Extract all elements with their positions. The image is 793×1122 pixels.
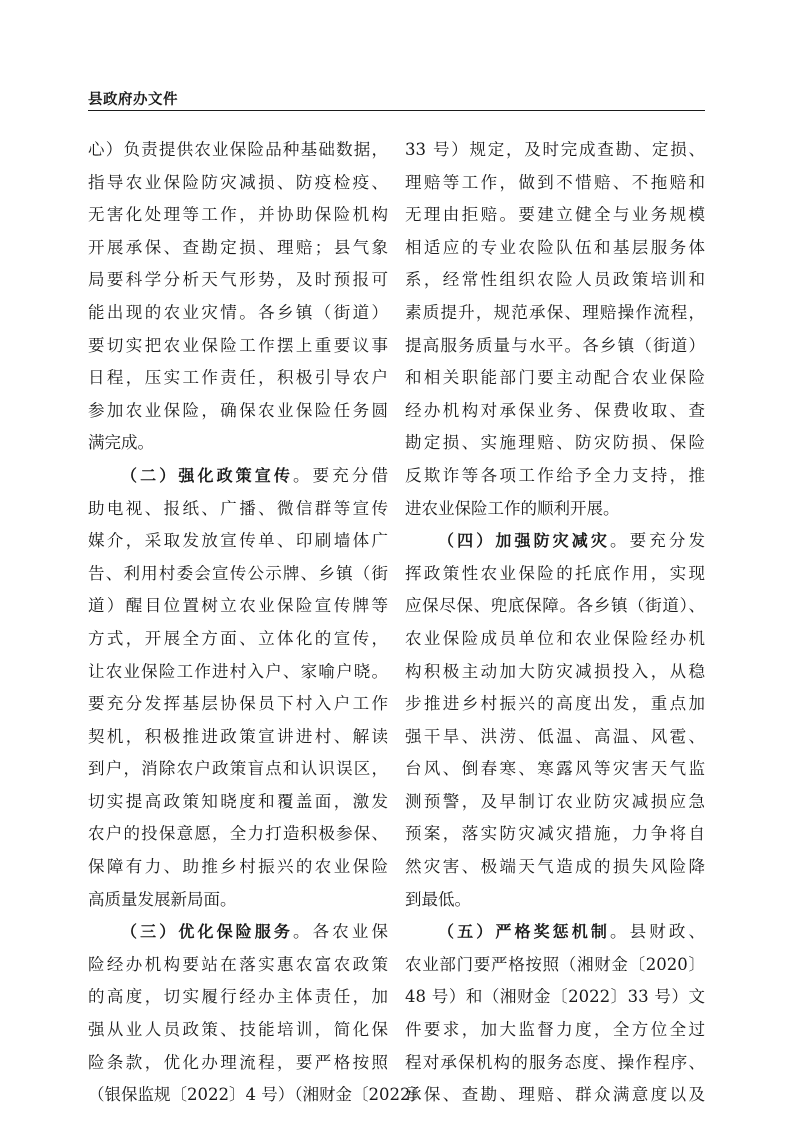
text-line bbox=[405, 753, 705, 786]
text-line bbox=[88, 884, 388, 917]
text-line bbox=[405, 1014, 705, 1047]
line-text: 切实提高政策知晓度和覆盖面，激发 bbox=[88, 791, 388, 811]
line-text: 。要充分发 bbox=[610, 531, 705, 551]
line-text: 构积极主动加大防灾减损投入，从稳 bbox=[405, 661, 705, 681]
text-line bbox=[88, 1047, 388, 1080]
line-text: 高质量发展新局面。 bbox=[88, 889, 237, 909]
text-line bbox=[88, 427, 388, 460]
line-text: 开展承保、查勘定损、理赔；县气象 bbox=[88, 237, 388, 257]
line-text: 预案，落实防灾减灾措施，力争将自 bbox=[405, 824, 705, 844]
text-line bbox=[88, 460, 388, 493]
line-text: 挥政策性农业保险的托底作用，实现 bbox=[405, 563, 705, 583]
text-line bbox=[88, 623, 388, 656]
text-line bbox=[88, 199, 388, 232]
section-heading: （二）强化政策宣传 bbox=[121, 465, 294, 485]
text-line bbox=[88, 818, 388, 851]
text-line bbox=[88, 1079, 427, 1112]
line-text: （银保监规〔2022〕4 号）（湘财金〔2022〕 bbox=[88, 1085, 427, 1105]
text-line bbox=[405, 525, 705, 558]
line-text: 承保、查勘、理赔、群众满意度以及 bbox=[405, 1085, 705, 1105]
line-text: 33 号）规定，及时完成查勘、定损、 bbox=[405, 140, 705, 159]
text-line bbox=[405, 395, 705, 428]
text-line bbox=[405, 297, 705, 330]
line-text: 系，经常性组织农险人员政策培训和 bbox=[405, 270, 705, 290]
text-line bbox=[405, 167, 705, 200]
line-text: 指导农业保险防灾减损、防疫检疫、 bbox=[88, 172, 388, 192]
text-line bbox=[88, 330, 388, 363]
text-line bbox=[88, 688, 388, 721]
line-text: 告、利用村委会宣传公示牌、乡镇（街 bbox=[88, 563, 388, 583]
line-text: 台风、倒春寒、寒露风等灾害天气监 bbox=[405, 759, 705, 779]
text-line bbox=[405, 232, 705, 265]
text-line bbox=[88, 134, 388, 167]
line-text: 到户，消除农户政策盲点和认识误区， bbox=[88, 759, 388, 779]
line-text: 强从业人员政策、技能培训，简化保 bbox=[88, 1020, 388, 1040]
text-line bbox=[405, 949, 705, 982]
line-text: 48 号）和（湘财金〔2022〕33 号）文 bbox=[405, 987, 705, 1007]
line-text: 强干旱、洪涝、低温、高温、风雹、 bbox=[405, 726, 705, 746]
text-line bbox=[405, 330, 705, 363]
line-text: 勘定损、实施理赔、防灾防损、保险 bbox=[405, 433, 705, 453]
line-text: 反欺诈等各项工作给予全力支持，推 bbox=[405, 465, 705, 485]
section-heading: （三）优化保险服务 bbox=[121, 922, 294, 942]
text-line bbox=[405, 427, 705, 460]
text-line bbox=[405, 818, 705, 851]
text-line bbox=[88, 493, 388, 526]
line-text: 无理由拒赔。要建立健全与业务规模 bbox=[405, 205, 705, 225]
text-line bbox=[405, 199, 705, 232]
text-line bbox=[88, 232, 388, 265]
line-text: 媒介，采取发放宣传单、印刷墙体广 bbox=[88, 531, 388, 551]
text-line bbox=[405, 264, 705, 297]
line-text: 满完成。 bbox=[88, 433, 154, 453]
line-text: 局要科学分析天气形势，及时预报可 bbox=[88, 270, 388, 290]
text-line bbox=[88, 786, 388, 819]
line-text: 契机，积极推进政策宣讲进村、解读 bbox=[88, 726, 388, 746]
text-line bbox=[405, 851, 705, 884]
text-line bbox=[88, 656, 388, 689]
line-text: 要切实把农业保险工作摆上重要议事 bbox=[88, 335, 388, 355]
line-text: 能出现的农业灾情。各乡镇（街道） bbox=[88, 302, 388, 322]
line-text: 。各农业保 bbox=[293, 922, 388, 942]
text-line bbox=[88, 264, 388, 297]
line-text: 日程，压实工作责任，积极引导农户 bbox=[88, 368, 388, 388]
line-text: 相适应的专业农险队伍和基层服务体 bbox=[405, 237, 705, 257]
section-heading: （四）加强防灾减灾 bbox=[438, 531, 611, 551]
text-line bbox=[405, 558, 705, 591]
line-text: 程对承保机构的服务态度、操作程序、 bbox=[405, 1052, 705, 1072]
line-text: 助电视、报纸、广播、微信群等宣传 bbox=[88, 498, 388, 518]
text-line bbox=[405, 884, 705, 917]
text-line bbox=[88, 167, 388, 200]
text-line bbox=[405, 1047, 705, 1080]
text-line bbox=[405, 623, 705, 656]
line-text: 农业部门要严格按照（湘财金〔2020〕 bbox=[405, 954, 705, 974]
line-text: 道）醒目位置树立农业保险宣传牌等 bbox=[88, 596, 388, 616]
text-line bbox=[88, 362, 388, 395]
line-text: 的高度，切实履行经办主体责任，加 bbox=[88, 987, 388, 1007]
text-line bbox=[88, 558, 388, 591]
line-text: 险经办机构要站在落实惠农富农政策 bbox=[88, 954, 388, 974]
line-text: 保障有力、助推乡村振兴的农业保险 bbox=[88, 857, 388, 877]
left-text-column bbox=[88, 134, 427, 1112]
line-text: 要充分发挥基层协保员下村入户工作 bbox=[88, 694, 388, 714]
line-text: 让农业保险工作进村入户、家喻户晓。 bbox=[88, 661, 388, 681]
text-line bbox=[88, 753, 388, 786]
text-line bbox=[405, 1079, 705, 1112]
line-text: 件要求，加大监督力度，全方位全过 bbox=[405, 1020, 705, 1040]
text-line bbox=[88, 851, 388, 884]
text-line bbox=[88, 395, 388, 428]
text-line bbox=[405, 460, 705, 493]
text-line bbox=[405, 362, 705, 395]
text-line bbox=[88, 1014, 388, 1047]
page-header bbox=[88, 88, 705, 111]
text-line bbox=[88, 297, 388, 330]
text-line bbox=[88, 916, 388, 949]
line-text: 。县财政、 bbox=[610, 922, 705, 942]
text-line bbox=[405, 916, 705, 949]
text-line bbox=[405, 590, 705, 623]
line-text: 步推进乡村振兴的高度出发，重点加 bbox=[405, 694, 705, 714]
header-title: 县政府办文件 bbox=[88, 92, 178, 108]
text-line bbox=[405, 981, 705, 1014]
text-line bbox=[405, 688, 705, 721]
line-text: 参加农业保险，确保农业保险任务圆 bbox=[88, 400, 388, 420]
line-text: 然灾害、极端天气造成的损失风险降 bbox=[405, 857, 705, 877]
line-text: 素质提升，规范承保、理赔操作流程， bbox=[405, 302, 705, 322]
text-line bbox=[405, 493, 705, 526]
text-line bbox=[405, 721, 705, 754]
line-text: 进农业保险工作的顺利开展。 bbox=[405, 498, 620, 518]
text-line bbox=[88, 981, 388, 1014]
line-text: 农户的投保意愿，全力打造积极参保、 bbox=[88, 824, 388, 844]
text-line bbox=[88, 525, 388, 558]
section-heading: （五）严格奖惩机制 bbox=[438, 922, 611, 942]
text-line bbox=[405, 656, 705, 689]
line-text: 和相关职能部门要主动配合农业保险 bbox=[405, 368, 705, 388]
line-text: 。要充分借 bbox=[293, 465, 388, 485]
text-line bbox=[405, 134, 705, 167]
right-text-column bbox=[405, 134, 705, 1112]
line-text: 理赔等工作，做到不惜赔、不拖赔和 bbox=[405, 172, 705, 192]
line-text: 提高服务质量与水平。各乡镇（街道） bbox=[405, 335, 705, 355]
text-line bbox=[405, 786, 705, 819]
line-text: 农业保险成员单位和农业保险经办机 bbox=[405, 628, 705, 648]
text-line bbox=[88, 949, 388, 982]
line-text: 心）负责提供农业保险品种基础数据， bbox=[88, 140, 388, 159]
line-text: 险条款，优化办理流程，要严格按照 bbox=[88, 1052, 388, 1072]
line-text: 测预警，及早制订农业防灾减损应急 bbox=[405, 791, 705, 811]
line-text: 无害化处理等工作，并协助保险机构 bbox=[88, 205, 388, 225]
line-text: 方式，开展全方面、立体化的宣传， bbox=[88, 628, 388, 648]
text-line bbox=[88, 590, 388, 623]
line-text: 应保尽保、兜底保障。各乡镇（街道）、 bbox=[405, 596, 705, 616]
text-line bbox=[88, 721, 388, 754]
line-text: 到最低。 bbox=[405, 889, 471, 909]
line-text: 经办机构对承保业务、保费收取、查 bbox=[405, 400, 705, 420]
